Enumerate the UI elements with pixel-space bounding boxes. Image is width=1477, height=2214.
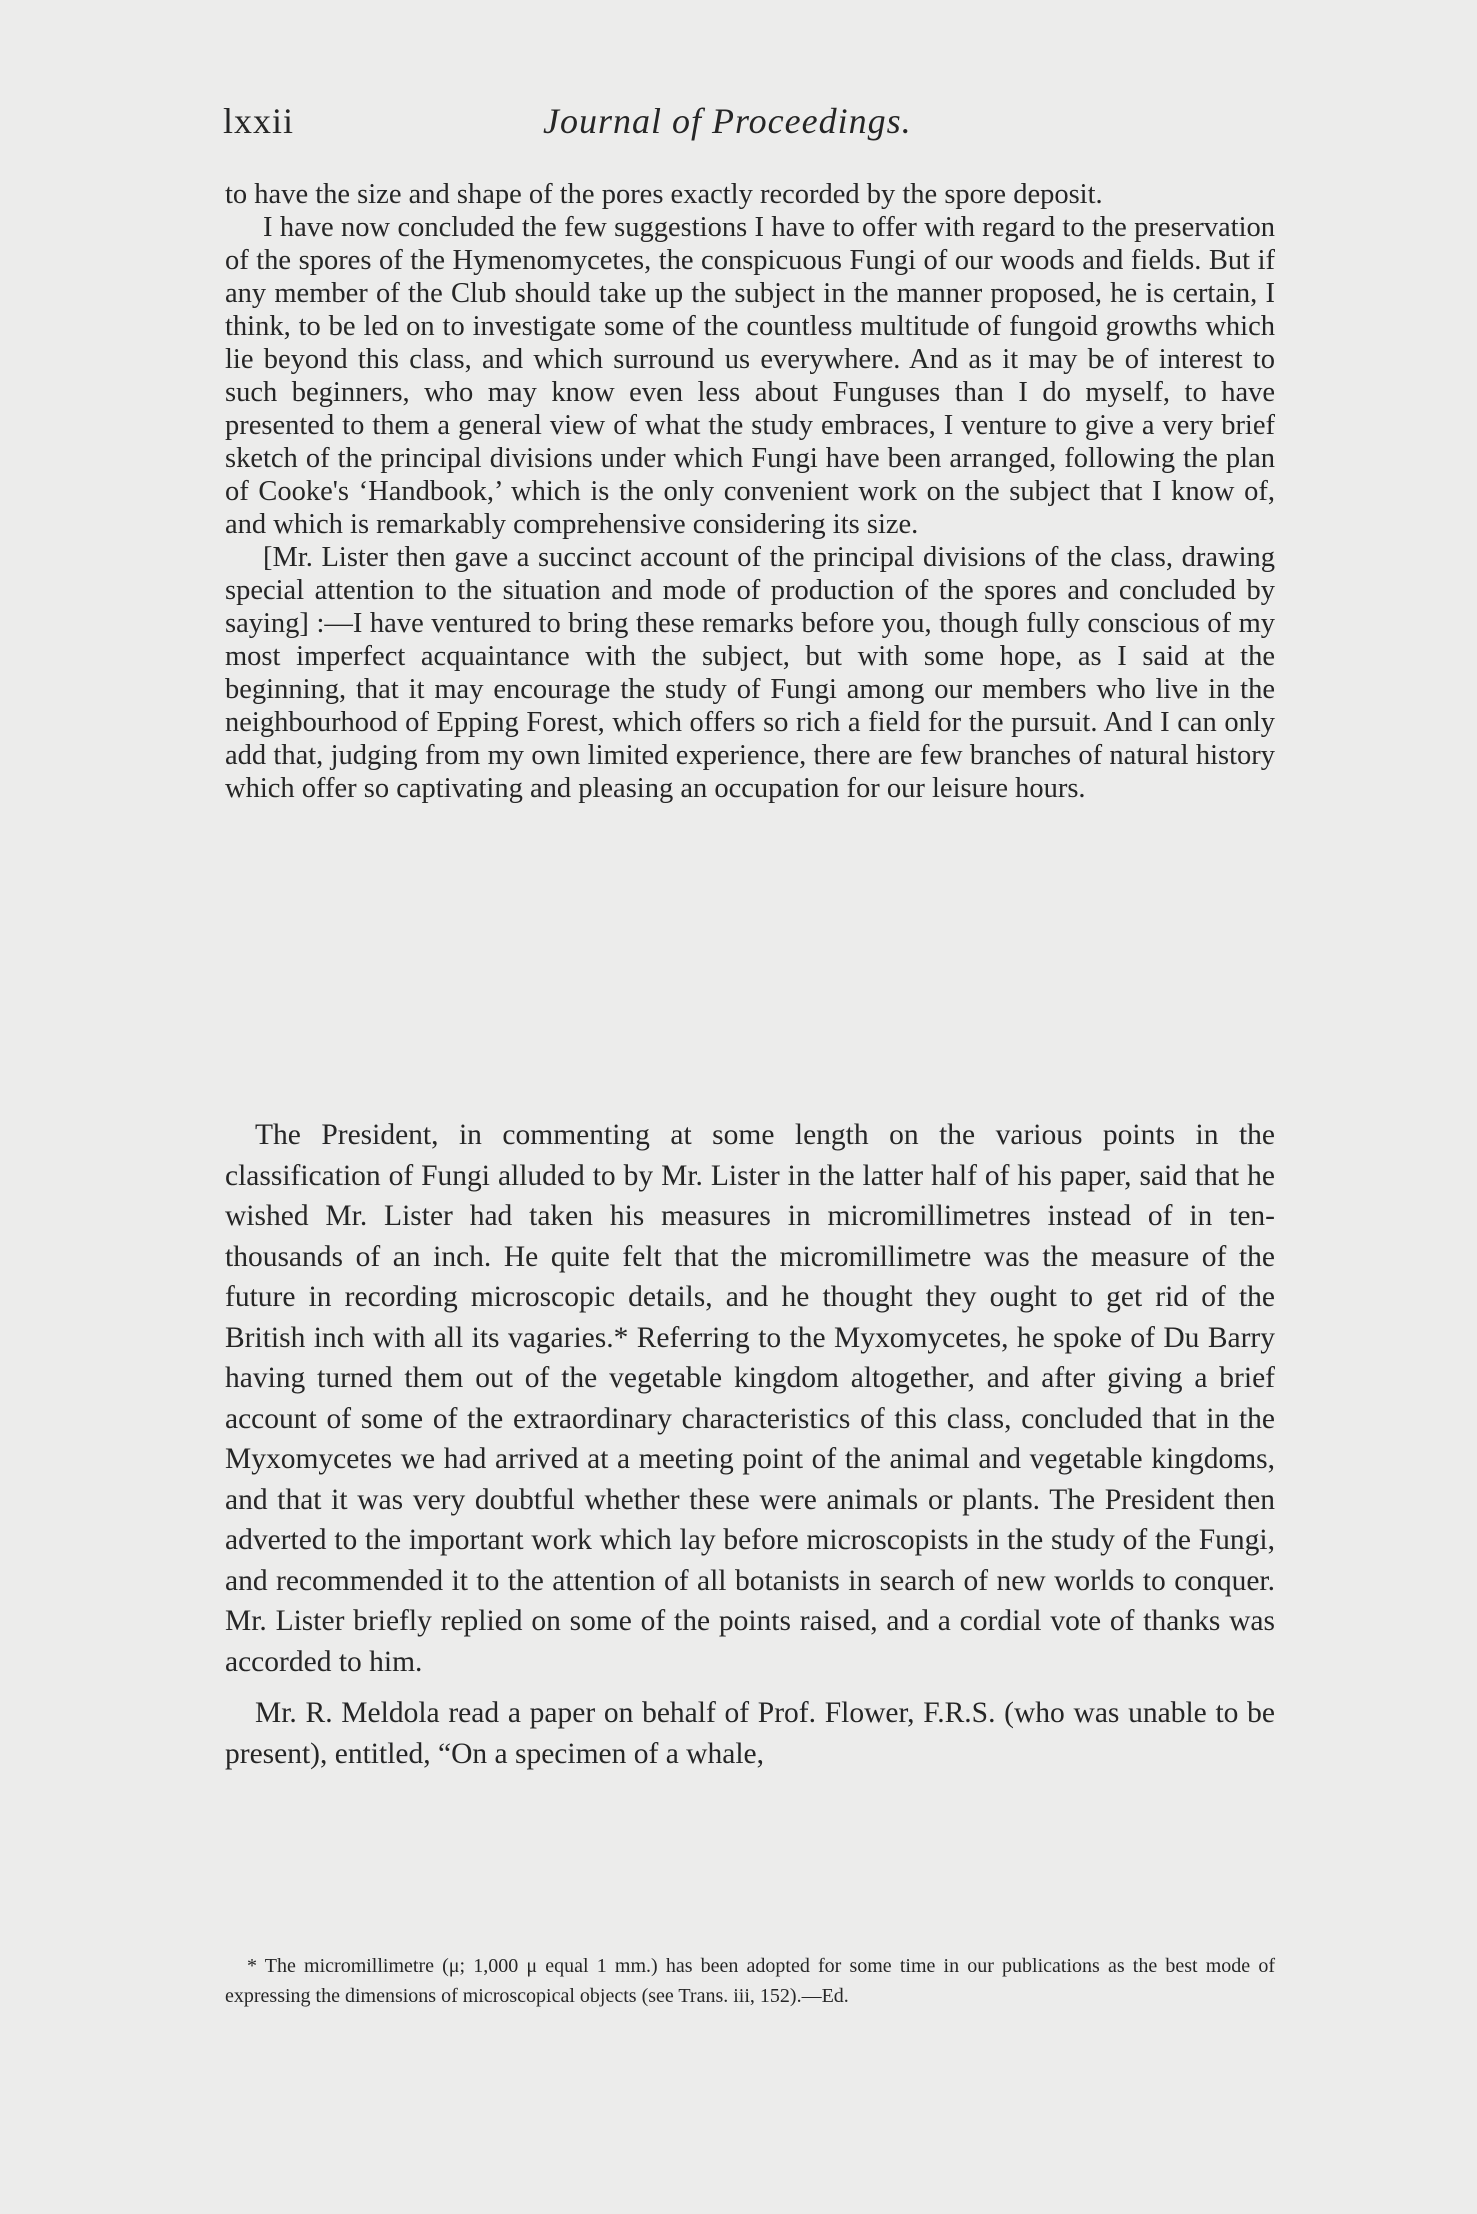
paragraph: [Mr. Lister then gave a succinct account of the principal divisions of the class, drawing special attention to the situation and mode of production of the spores and concluded by saying] :—I have ventured to bring these remarks before you, though fully conscious of my most imperfect acquaintance with the subject, but with some hope, as I said at the beginning, that it may encourage the study of Fungi among our members who live in the neighbourhood of Epping Forest, which offers so rich a field for the pursuit. And I can only add that, judging from my own limited experience, there are few branches of natural history which offer so captivating and pleasing an occupation for our leisure hours.	[225, 542, 1275, 804]
footnote-text: * The micromillimetre (μ; 1,000 μ equal 1 mm.) has been adopted for some time in our publications as the best mode of expressing the dimensions of microscopical objects (see Trans. iii, 152).—Ed.	[225, 1955, 1275, 2007]
lister-paper-conclusion	[225, 178, 1275, 805]
paragraph: to have the size and shape of the pores exactly recorded by the spore deposit.	[225, 179, 1103, 210]
footnote	[225, 1951, 1275, 2011]
paragraph: The President, in commenting at some length on the various points in the classification of Fungi alluded to by Mr. Lister in the latter half of his paper, said that he wished Mr. Lister had taken his measures in micromillimetres instead of in ten-thousands of an inch. He quite felt that the micromillimetre was the measure of the future in recording microscopic details, and he thought they ought to get rid of the British inch with all its vagaries.* Referring to the Myxomycetes, he spoke of Du Barry having turned them out of the vegetable kingdom altogether, and after giving a brief account of some of the extraordinary characteristics of this class, concluded that in the Myxomycetes we had arrived at a meeting point of the animal and vegetable kingdoms, and that it was very doubtful whether these were animals or plants. The President then adverted to the important work which lay before microscopists in the study of the Fungi, and recommended it to the attention of all botanists in search of new worlds to conquer. Mr. Lister briefly replied on some of the points raised, and a cordial vote of thanks was accorded to him.	[225, 1119, 1275, 1678]
paragraph: Mr. R. Meldola read a paper on behalf of Prof. Flower, F.R.S. (who was unable to be present), entitled, “On a specimen of a whale,	[225, 1697, 1275, 1770]
discussion-section	[225, 1115, 1275, 1774]
running-title: Journal of Proceedings.	[543, 101, 912, 141]
paragraph: I have now concluded the few suggestions I have to offer with regard to the preservation of the spores of the Hymenomycetes, the conspicuous Fungi of our woods and fields. But if any member of the Club should take up the subject in the manner proposed, he is certain, I think, to be led on to investigate some of the countless multitude of fungoid growths which lie beyond this class, and which surround us everywhere. And as it may be of interest to such beginners, who may know even less about Funguses than I do myself, to have presented to them a general view of what the study embraces, I venture to give a very brief sketch of the principal divisions under which Fungi have been arranged, following the plan of Cooke's ‘Handbook,’ which is the only convenient work on the subject that I know of, and which is remarkably comprehensive considering its size.	[225, 212, 1275, 540]
page-header	[223, 100, 1273, 150]
page-number: lxxii	[223, 101, 295, 141]
